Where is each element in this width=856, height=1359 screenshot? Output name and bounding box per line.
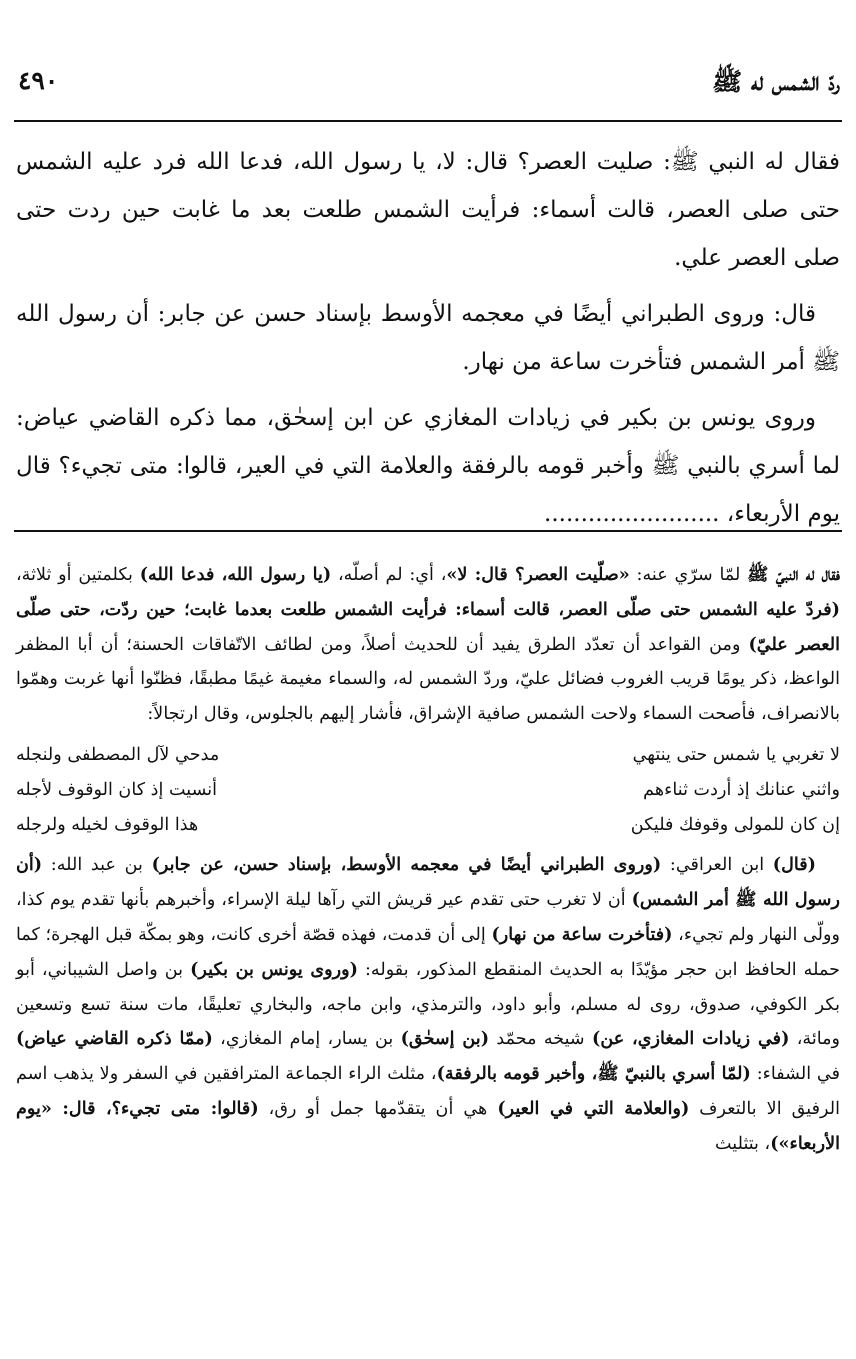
commentary-run: ، بتثليث — [715, 1133, 771, 1154]
page-number: ٤٩٠ — [18, 66, 59, 95]
commentary-run: ، أي: لم أصلّه، — [331, 565, 447, 585]
poem-verse — [16, 738, 840, 773]
quoted-matn-run: (قالوا: متى تجيء؟، قال: «يوم الأربعاء») — [16, 1097, 840, 1154]
header-divider — [14, 120, 842, 122]
quoted-matn-run: (لمّا أسري بالنبيّ ﷺ، وأخبر قومه بالرفقة) — [436, 1063, 751, 1085]
verse-second-hemistich: مدحي لآل المصطفى ولنجله — [16, 744, 220, 765]
quoted-matn-run: (قال) — [772, 854, 816, 876]
running-title: ردّ الشمس له ﷺ — [712, 67, 840, 96]
page-header — [14, 62, 840, 114]
verse-first-hemistich: واثني عنانك إذ أردت ثناءهم — [643, 779, 840, 800]
verse-first-hemistich: إن كان للمولى وقوفك فليكن — [630, 814, 840, 835]
commentary-run: أن لا تغرب حتى تقدم عير قريش التي رآها ليلة الإسراء، وأخبرهم بأنها تقدم يوم كذا، وولّى النهار ولم تجيء، — [16, 890, 840, 945]
verse-second-hemistich: أنسيت إذ كان الوقوف لأجله — [16, 779, 218, 800]
commentary-paragraph — [16, 558, 840, 732]
commentary-paragraph — [16, 848, 840, 1161]
commentary-run: في الشفاء: — [750, 1064, 840, 1085]
quoted-matn-run: (والعلامة التي في العير) — [497, 1097, 690, 1119]
quoted-matn-run: (وروى يونس بن بكير) — [190, 958, 358, 980]
commentary — [16, 558, 840, 1162]
commentary-run: إلى أن قدمت، فهذه قصّة أخرى كانت، وهو بمكّة قبل الهجرة؛ كما حمله الحافظ ابن حجر مؤيّدًا به الحديث المنقطع المذكور، بقوله: — [16, 924, 840, 980]
quoted-matn-run: (وروى الطبراني أيضًا في معجمه الأوسط، بإسناد حسن، عن جابر) — [151, 854, 662, 876]
commentary-run: ، مثلث الراء الجماعة المترافقين في السفر ولا يذهب اسم الرفيق الا بالتعرف — [16, 1064, 840, 1119]
quoted-matn-run: (في زيادات المغازي، عن) — [592, 1028, 790, 1050]
commentary-run: ومن القواعد أن تعدّد الطرق يفيد أن للحديث أصلاً، ومن لطائف الاتّفاقات الحسنة؛ أن أبا المظفر الواعظ، ذكر يومًا قريب الغروب فضائل عليّ، وردّ الشمس له، والسماء مغيمة غيمًا مطبقًا، فظنّوا أنها غربت وهمّوا بالانصراف، فأصحت السماء ولاحت الشمس صافية الإشراق، فأشار إليهم بالجلوس، وقال ارتجالاً: — [16, 634, 840, 725]
commentary-run: هي أن يتقدّمها جمل أو رق، — [258, 1098, 498, 1119]
commentary-run: شيخه محمّد — [489, 1029, 592, 1050]
quoted-matn-run: (بن إسحٰق) — [400, 1028, 490, 1050]
verse-second-hemistich: هذا الوقوف لخيله ولرجله — [16, 814, 199, 835]
main-paragraph: وروى يونس بن بكير في زيادات المغازي عن ابن إسحٰق، مما ذكره القاضي عياض: لما أسري بالنبي ﷺ وأخبر قومه بالرفقة والعلامة التي في العير، قالوا: متى تجيء؟ قال يوم الأربعاء، ........................ — [16, 405, 840, 527]
main-paragraph: قال: وروى الطبراني أيضًا في معجمه الأوسط بإسناد حسن عن جابر: أن رسول الله ﷺ أمر الشمس فتأخرت ساعة من نهار. — [16, 301, 840, 375]
commentary-run: ابن العراقي: — [661, 855, 773, 876]
quoted-matn-run: (فتأخرت ساعة من نهار) — [491, 923, 673, 945]
section-divider — [14, 530, 842, 532]
quoted-matn-run: فقال له النبيّ ﷺ — [747, 564, 840, 585]
commentary-run: بن واصل الشيباني، أبو بكر الكوفي، صدوق، روى له مسلم، وأبو داود، والترمذي، وابن ماجه، والبخاري تعليقًا، مات سنة تسع وتسعين ومائة، — [16, 959, 841, 1050]
commentary-run: بكلمتين أو ثلاثة، — [16, 565, 140, 585]
main-paragraph: فقال له النبي ﷺ: صليت العصر؟ قال: لا، يا رسول الله، فدعا الله فرد عليه الشمس حتى صلى العصر، قالت أسماء: فرأيت الشمس طلعت بعد ما غابت حين ردت حتى صلى العصر علي. — [16, 149, 840, 271]
quoted-matn-run: (أن رسول الله ﷺ أمر الشمس) — [16, 854, 840, 911]
quoted-matn-run: (ممّا ذكره القاضي عياض) — [16, 1028, 213, 1050]
verse-first-hemistich: لا تغربي يا شمس حتى ينتهي — [632, 744, 840, 765]
poem-verse — [16, 773, 840, 808]
poem — [16, 738, 840, 842]
main-text — [16, 138, 840, 546]
poem-verse — [16, 808, 840, 843]
quoted-matn-run: (فردّ عليه الشمس حتى صلّى العصر، قالت أسماء: فرأيت الشمس طلعت بعدما غابت؛ حين ردّت، حتى صلّى العصر عليّ) — [16, 598, 840, 655]
quoted-matn-run: «صلّيت العصر؟ قال: لا» — [446, 564, 630, 585]
quoted-matn-run: (يا رسول الله، فدعا الله) — [139, 564, 332, 585]
commentary-run: بن يسار، إمام المغازي، — [212, 1029, 401, 1050]
commentary-run: لمّا سرّي عنه: — [629, 565, 748, 585]
commentary-run: بن عبد الله: — [42, 855, 152, 876]
